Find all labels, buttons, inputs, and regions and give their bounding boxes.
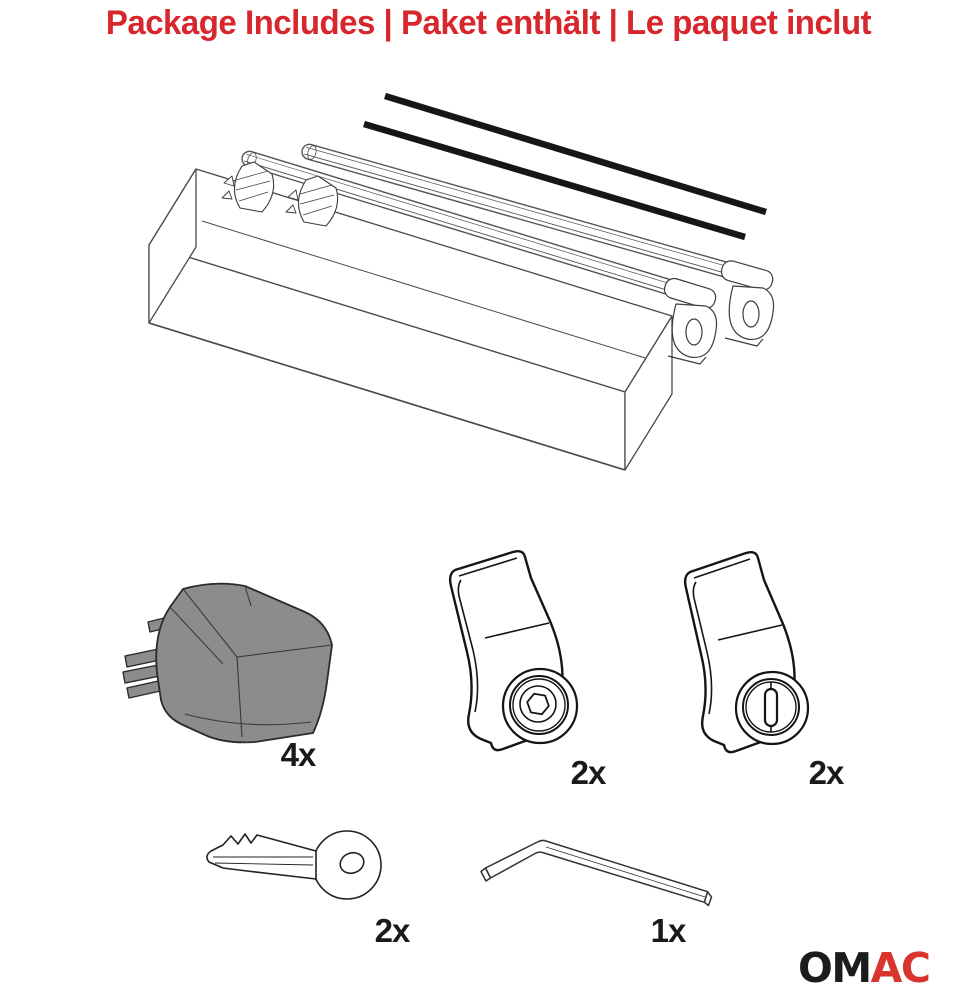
quantity-label: 4x xyxy=(280,736,316,773)
page-title: Package Includes | Paket enthält | Le paquet inclut xyxy=(105,4,872,42)
omac-logo xyxy=(798,944,929,992)
logo-text-red: AC xyxy=(870,944,930,992)
clamp-hex-bolt-icon xyxy=(435,546,585,756)
quantity-label: 2x xyxy=(570,754,606,791)
clamp-lock-cylinder-icon xyxy=(672,546,812,758)
quantity-label: 1x xyxy=(650,912,686,949)
roof-rack-exploded-view-diagram xyxy=(0,60,977,540)
allen-wrench-icon xyxy=(468,812,723,922)
logo-text-black: OM xyxy=(798,944,871,992)
key-icon xyxy=(195,815,395,925)
quantity-label: 2x xyxy=(808,754,844,791)
end-cap-icon xyxy=(95,572,345,762)
quantity-label: 2x xyxy=(374,912,410,949)
